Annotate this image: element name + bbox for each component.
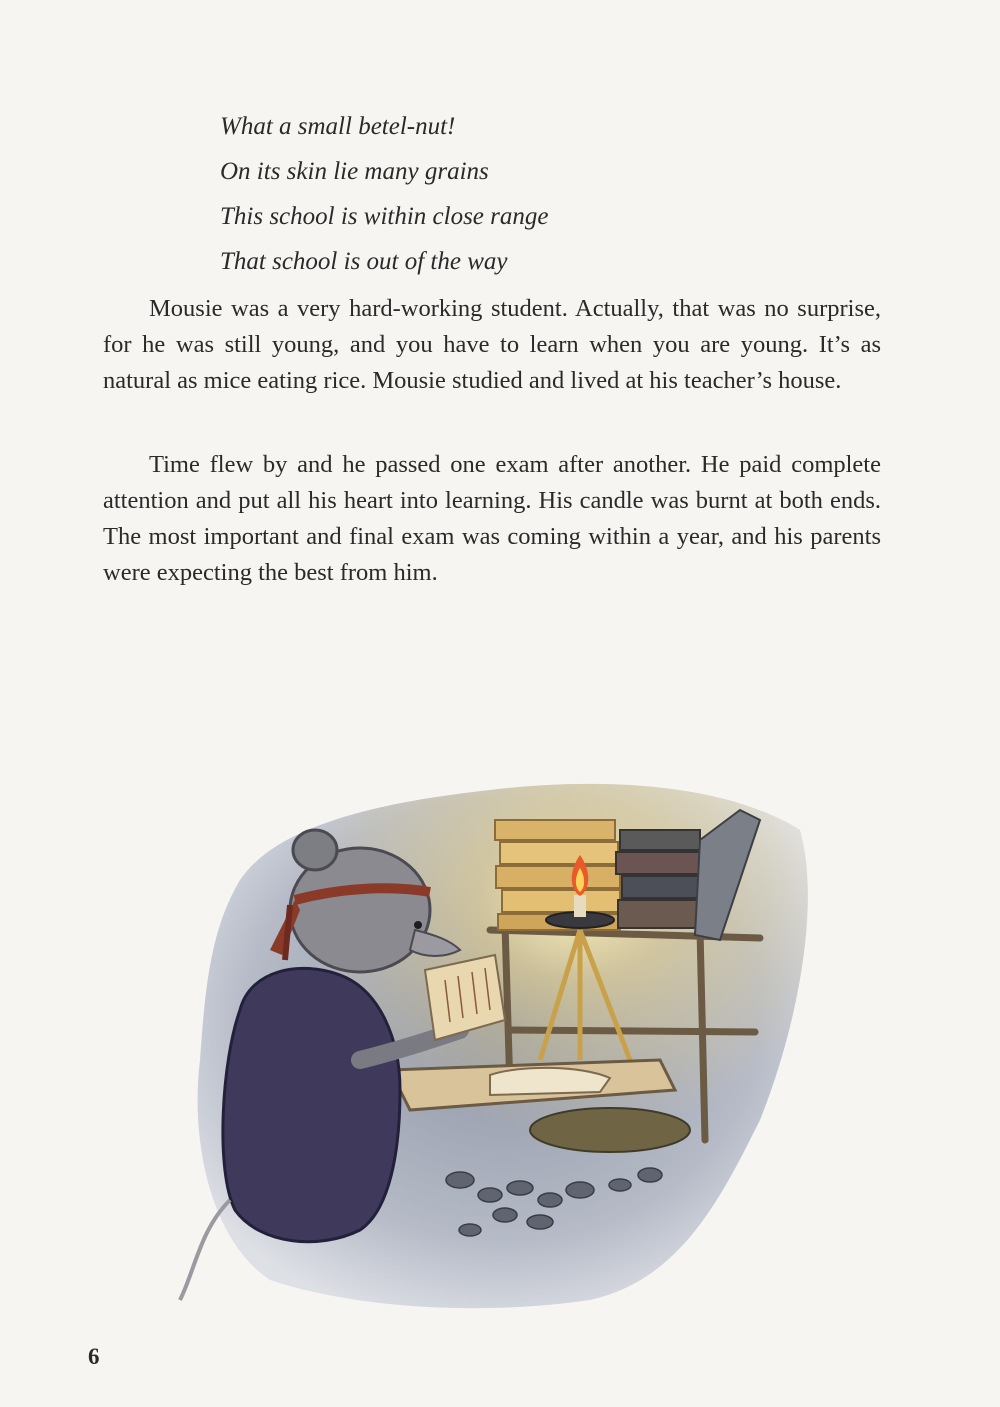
- poem-line-1: What a small betel-nut!: [220, 113, 456, 140]
- illustration-mouse-studying: [160, 760, 820, 1320]
- story-paragraph-1: Mousie was a very hard-working student. Actually, that was no surprise, for he was still young, and you have to learn when you are young. It’s as natural as mice eating rice. Mousie studied and lived at his teacher’s house.: [103, 295, 881, 394]
- page-number: 6: [88, 1344, 100, 1369]
- mouse-robe: [223, 968, 400, 1241]
- story-paragraph-2: Time flew by and he passed one exam after another. He paid complete attention and put all his heart into learning. His candle was burnt at both ends. The most important and final exam was coming within a year, and his parents were expecting the best from him.: [103, 451, 881, 586]
- mouse-ear: [293, 830, 337, 870]
- poem-stanza: [220, 104, 820, 284]
- poem-line-4: That school is out of the way: [220, 248, 508, 275]
- straw-mat: [530, 1108, 690, 1152]
- poem-line-3: This school is within close range: [220, 203, 549, 230]
- poem-line-2: On its skin lie many grains: [220, 158, 489, 185]
